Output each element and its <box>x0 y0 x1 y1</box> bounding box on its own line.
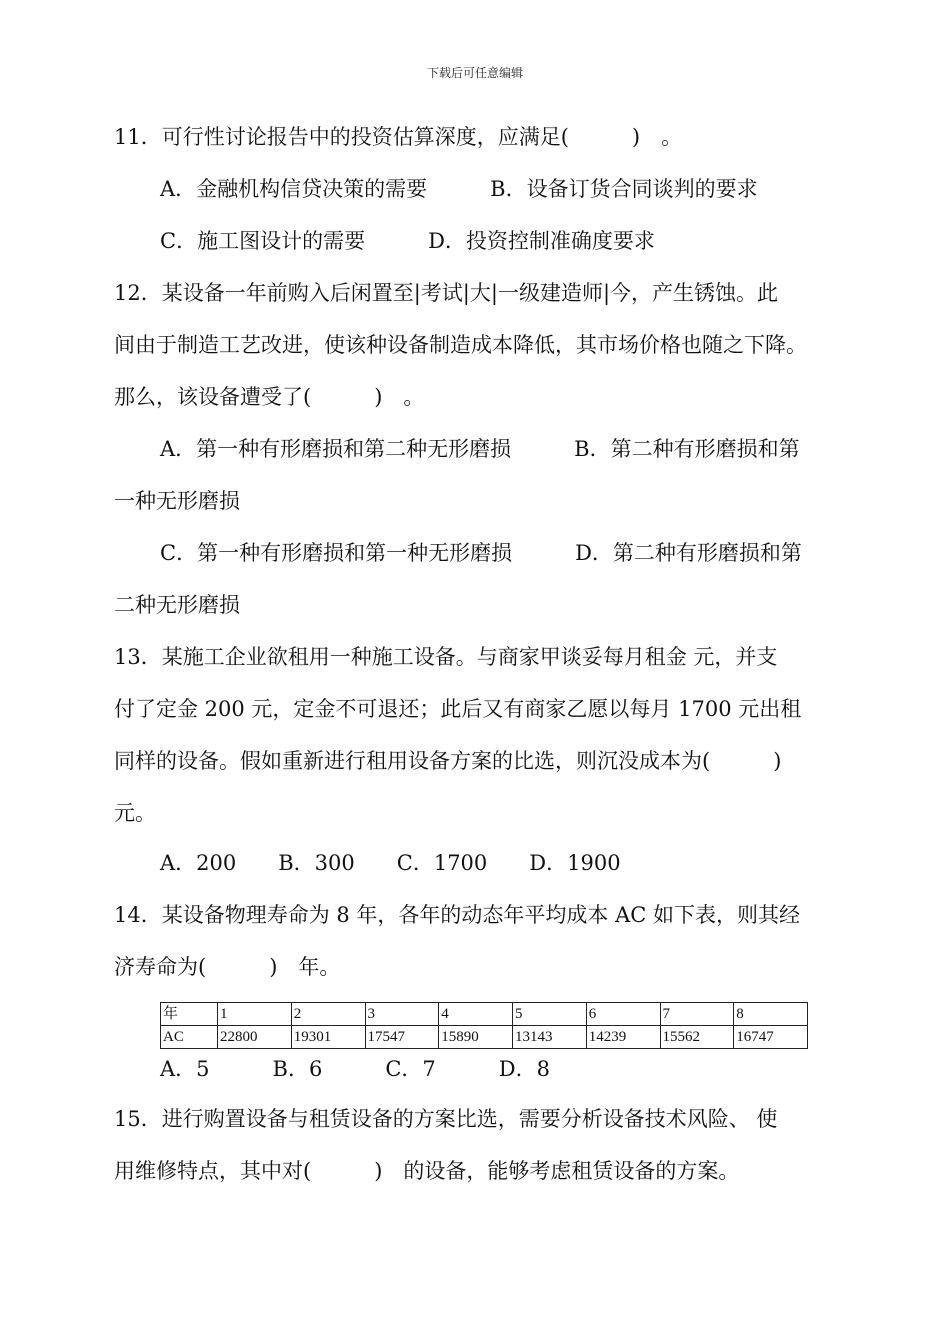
q12-options-ab: A．第一种有形磨损和第二种无形磨损 B．第二种有形磨损和第 <box>160 437 800 461</box>
question-13-line2: 付了定金 200 元，定金不可退还；此后又有商家乙愿以每月 1700 元出租 <box>114 697 802 721</box>
question-13-line1: 13．某施工企业欲租用一种施工设备。与商家甲谈妥每月租金 元，并支 <box>114 645 778 669</box>
question-12-line3: 那么，该设备遭受了( ) 。 <box>114 385 425 409</box>
q11-options-ab: A．金融机构信贷决策的需要 B．设备订货合同谈判的要求 <box>160 177 758 201</box>
table-cell: 6 <box>586 1003 660 1026</box>
question-11: 11．可行性讨论报告中的投资估算深度，应满足( ) 。 <box>114 125 683 149</box>
table-cell: 15562 <box>660 1026 734 1049</box>
table-cell: 2 <box>291 1003 365 1026</box>
page-header: 下载后可任意编辑 <box>426 66 523 80</box>
q12-options-ab-cont: 一种无形磨损 <box>114 489 240 513</box>
table-cell: 1 <box>218 1003 292 1026</box>
q14-options: A．5 B．6 C．7 D．8 <box>160 1057 550 1081</box>
table-cell: 7 <box>660 1003 734 1026</box>
question-13-line3: 同样的设备。假如重新进行租用设备方案的比选，则沉没成本为( ) <box>114 749 782 773</box>
ac-table <box>160 1002 808 1049</box>
q12-options-cd-cont: 二种无形磨损 <box>114 593 240 617</box>
question-13-line4: 元。 <box>114 801 156 825</box>
q11-options-cd: C．施工图设计的需要 D．投资控制准确度要求 <box>160 229 655 253</box>
table-cell: 14239 <box>586 1026 660 1049</box>
question-12-line1: 12．某设备一年前购入后闲置至|考试|大|一级建造师|今，产生锈蚀。此 <box>114 281 779 305</box>
table-cell: 17547 <box>365 1026 439 1049</box>
table-row <box>161 1026 808 1049</box>
table-cell: 15890 <box>439 1026 513 1049</box>
question-12-line2: 间由于制造工艺改进，使该种设备制造成本降低，其市场价格也随之下降。 <box>114 333 807 357</box>
q13-options: A．200 B．300 C．1700 D．1900 <box>160 851 621 875</box>
question-15-line2: 用维修特点，其中对( ) 的设备，能够考虑租赁设备的方案。 <box>114 1159 740 1183</box>
q12-options-cd: C．第一种有形磨损和第一种无形磨损 D．第二种有形磨损和第 <box>160 541 802 565</box>
table-row <box>161 1003 808 1026</box>
table-cell: 22800 <box>218 1026 292 1049</box>
question-14-line1: 14．某设备物理寿命为 8 年，各年的动态年平均成本 AC 如下表，则其经 <box>114 903 801 927</box>
table-cell: 19301 <box>291 1026 365 1049</box>
table-cell: 13143 <box>513 1026 587 1049</box>
question-14-line2: 济寿命为( ) 年。 <box>114 955 341 979</box>
table-cell: 8 <box>734 1003 808 1026</box>
table-cell: 16747 <box>734 1026 808 1049</box>
table-cell: 3 <box>365 1003 439 1026</box>
question-15-line1: 15．进行购置设备与租赁设备的方案比选，需要分析设备技术风险、 使 <box>114 1107 778 1131</box>
table-cell: 年 <box>161 1003 218 1026</box>
table-cell: 5 <box>513 1003 587 1026</box>
table-cell: AC <box>161 1026 218 1049</box>
table-cell: 4 <box>439 1003 513 1026</box>
